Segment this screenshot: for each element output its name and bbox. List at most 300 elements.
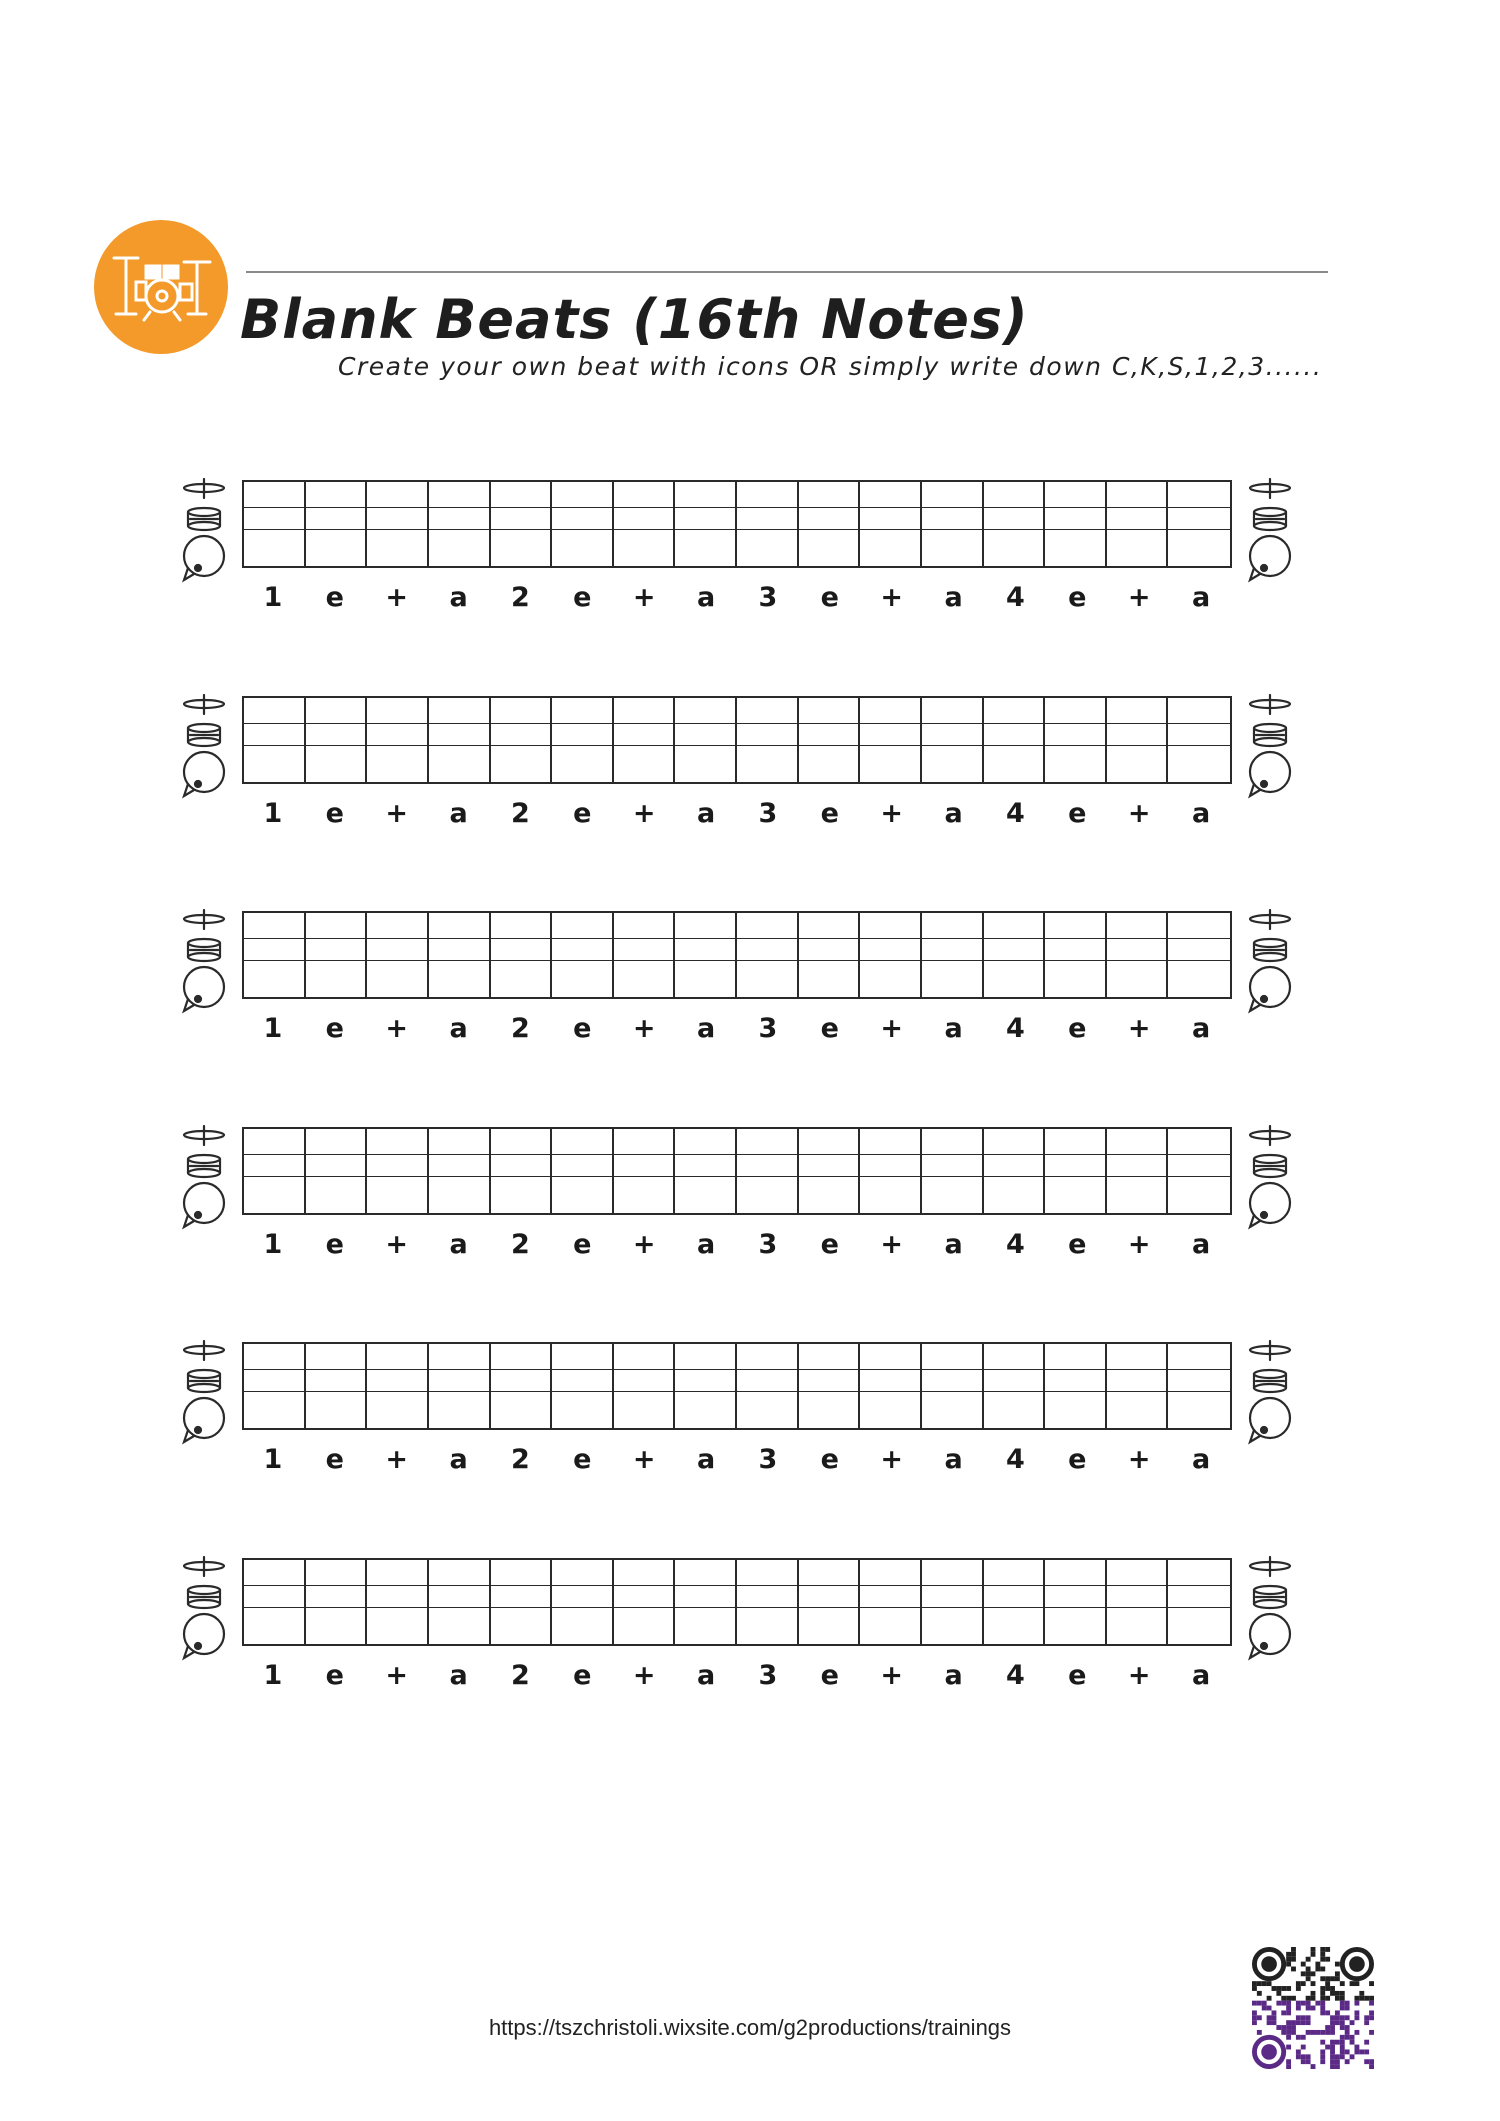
grid-cell[interactable]: [799, 530, 861, 566]
grid-cell[interactable]: [367, 508, 429, 530]
grid-cell[interactable]: [860, 698, 922, 724]
grid-cell[interactable]: [491, 1344, 553, 1370]
grid-cell[interactable]: [1168, 698, 1230, 724]
grid-cell[interactable]: [1107, 1177, 1169, 1213]
grid-cell[interactable]: [675, 508, 737, 530]
grid-cell[interactable]: [860, 1344, 922, 1370]
grid-cell[interactable]: [306, 1344, 368, 1370]
drum-kit-icon: [94, 220, 228, 354]
grid-cell[interactable]: [860, 530, 922, 566]
grid-cell[interactable]: [675, 1155, 737, 1177]
grid-cell[interactable]: [306, 1177, 368, 1213]
drum-kit-key-right: [1242, 1554, 1300, 1664]
grid-cell[interactable]: [984, 1392, 1046, 1428]
grid-cell[interactable]: [675, 913, 737, 939]
grid-cell[interactable]: [984, 1344, 1046, 1370]
grid-cell[interactable]: [552, 698, 614, 724]
grid-cell[interactable]: [675, 939, 737, 961]
grid-cell[interactable]: [306, 1129, 368, 1155]
grid-cell[interactable]: [860, 1129, 922, 1155]
count-label: e: [1068, 582, 1087, 613]
count-label: 4: [1006, 582, 1025, 613]
grid-cell[interactable]: [1045, 1344, 1107, 1370]
grid-cell[interactable]: [367, 746, 429, 782]
grid-cell[interactable]: [737, 961, 799, 997]
grid-cell[interactable]: [1045, 746, 1107, 782]
grid-cell[interactable]: [799, 939, 861, 961]
grid-cell[interactable]: [860, 482, 922, 508]
grid-cell[interactable]: [675, 1177, 737, 1213]
grid-cell[interactable]: [1168, 1608, 1230, 1644]
grid-cell[interactable]: [429, 508, 491, 530]
grid-cell[interactable]: [1168, 913, 1230, 939]
grid-cell[interactable]: [922, 1586, 984, 1608]
grid-cell[interactable]: [244, 530, 306, 566]
grid-cell[interactable]: [491, 746, 553, 782]
grid-cell[interactable]: [614, 1560, 676, 1586]
grid-cell[interactable]: [614, 1177, 676, 1213]
grid-cell[interactable]: [675, 1560, 737, 1586]
grid-cell[interactable]: [244, 1370, 306, 1392]
grid-cell[interactable]: [860, 1177, 922, 1213]
grid-cell[interactable]: [1107, 1560, 1169, 1586]
grid-cell[interactable]: [552, 961, 614, 997]
grid-cell[interactable]: [922, 508, 984, 530]
grid-cell[interactable]: [860, 746, 922, 782]
grid-cell[interactable]: [984, 530, 1046, 566]
grid-cell[interactable]: [367, 1586, 429, 1608]
grid-cell[interactable]: [367, 724, 429, 746]
grid-cell[interactable]: [429, 1129, 491, 1155]
grid-cell[interactable]: [1107, 724, 1169, 746]
grid-cell[interactable]: [1045, 1129, 1107, 1155]
grid-cell[interactable]: [984, 508, 1046, 530]
grid-cell[interactable]: [244, 508, 306, 530]
grid-cell[interactable]: [1168, 508, 1230, 530]
grid-cell[interactable]: [552, 1392, 614, 1428]
grid-cell[interactable]: [552, 1344, 614, 1370]
grid-cell[interactable]: [1168, 1392, 1230, 1428]
grid-cell[interactable]: [614, 530, 676, 566]
grid-cell[interactable]: [922, 1344, 984, 1370]
grid-cell[interactable]: [491, 1129, 553, 1155]
grid-cell[interactable]: [429, 1586, 491, 1608]
grid-cell[interactable]: [799, 1177, 861, 1213]
grid-cell[interactable]: [1045, 530, 1107, 566]
grid-cell[interactable]: [491, 939, 553, 961]
grid-cell[interactable]: [1168, 1560, 1230, 1586]
grid-cell[interactable]: [922, 1560, 984, 1586]
grid-cell[interactable]: [799, 1155, 861, 1177]
grid-cell[interactable]: [799, 1560, 861, 1586]
grid-cell[interactable]: [306, 939, 368, 961]
grid-cell[interactable]: [799, 961, 861, 997]
grid-cell[interactable]: [614, 1608, 676, 1644]
grid-cell[interactable]: [984, 1608, 1046, 1644]
grid-cell[interactable]: [1045, 508, 1107, 530]
grid-cell[interactable]: [1168, 1155, 1230, 1177]
grid-cell[interactable]: [860, 939, 922, 961]
count-label: e: [820, 798, 839, 829]
grid-cell[interactable]: [984, 1560, 1046, 1586]
grid-cell[interactable]: [429, 939, 491, 961]
grid-cell[interactable]: [984, 1586, 1046, 1608]
grid-cell[interactable]: [614, 482, 676, 508]
grid-cell[interactable]: [675, 724, 737, 746]
grid-cell[interactable]: [984, 939, 1046, 961]
grid-cell[interactable]: [1168, 530, 1230, 566]
grid-cell[interactable]: [737, 1608, 799, 1644]
grid-cell[interactable]: [737, 1392, 799, 1428]
grid-cell[interactable]: [922, 1608, 984, 1644]
grid-cell[interactable]: [1168, 746, 1230, 782]
grid-cell[interactable]: [429, 1177, 491, 1213]
grid-cell[interactable]: [737, 1129, 799, 1155]
grid-cell[interactable]: [922, 746, 984, 782]
grid-cell[interactable]: [429, 698, 491, 724]
grid-cell[interactable]: [614, 1370, 676, 1392]
grid-cell[interactable]: [429, 1155, 491, 1177]
grid-cell[interactable]: [306, 1608, 368, 1644]
grid-cell[interactable]: [737, 1177, 799, 1213]
grid-cell[interactable]: [860, 1155, 922, 1177]
grid-cell[interactable]: [614, 1155, 676, 1177]
grid-cell[interactable]: [737, 724, 799, 746]
grid-cell[interactable]: [614, 508, 676, 530]
grid-cell[interactable]: [860, 1586, 922, 1608]
grid-cell[interactable]: [1045, 1155, 1107, 1177]
grid-cell[interactable]: [675, 746, 737, 782]
grid-cell[interactable]: [429, 913, 491, 939]
grid-cell[interactable]: [614, 724, 676, 746]
grid-cell[interactable]: [552, 1155, 614, 1177]
grid-cell[interactable]: [860, 913, 922, 939]
grid-cell[interactable]: [922, 1177, 984, 1213]
grid-cell[interactable]: [244, 1155, 306, 1177]
grid-cell[interactable]: [367, 1177, 429, 1213]
grid-cell[interactable]: [614, 1129, 676, 1155]
grid-cell[interactable]: [1107, 961, 1169, 997]
grid-cell[interactable]: [614, 961, 676, 997]
grid-cell[interactable]: [675, 1370, 737, 1392]
grid-cell[interactable]: [922, 530, 984, 566]
grid-cell[interactable]: [675, 1392, 737, 1428]
grid-cell[interactable]: [614, 746, 676, 782]
grid-cell[interactable]: [1045, 939, 1107, 961]
grid-cell[interactable]: [737, 746, 799, 782]
grid-cell[interactable]: [1107, 508, 1169, 530]
grid-cell[interactable]: [367, 939, 429, 961]
grid-cell[interactable]: [1045, 1560, 1107, 1586]
grid-cell[interactable]: [367, 1370, 429, 1392]
grid-cell[interactable]: [244, 961, 306, 997]
grid-cell[interactable]: [552, 1129, 614, 1155]
grid-cell[interactable]: [737, 1560, 799, 1586]
grid-cell[interactable]: [491, 961, 553, 997]
grid-cell[interactable]: [1107, 482, 1169, 508]
grid-cell[interactable]: [306, 1392, 368, 1428]
grid-cell[interactable]: [675, 961, 737, 997]
grid-cell[interactable]: [491, 1392, 553, 1428]
grid-cell[interactable]: [799, 1129, 861, 1155]
grid-cell[interactable]: [552, 913, 614, 939]
grid-cell[interactable]: [799, 724, 861, 746]
beat-row: [180, 1338, 1300, 1488]
grid-cell[interactable]: [984, 746, 1046, 782]
grid-cell[interactable]: [244, 482, 306, 508]
grid-cell[interactable]: [367, 1129, 429, 1155]
grid-cell[interactable]: [491, 1155, 553, 1177]
grid-cell[interactable]: [737, 1586, 799, 1608]
grid-cell[interactable]: [799, 913, 861, 939]
grid-cell[interactable]: [675, 1129, 737, 1155]
grid-cell[interactable]: [491, 913, 553, 939]
grid-cell[interactable]: [244, 913, 306, 939]
grid-cell[interactable]: [737, 1155, 799, 1177]
grid-cell[interactable]: [244, 1344, 306, 1370]
grid-cell[interactable]: [1045, 1586, 1107, 1608]
grid-cell[interactable]: [1107, 913, 1169, 939]
grid-cell[interactable]: [860, 508, 922, 530]
grid-cell[interactable]: [1107, 939, 1169, 961]
grid-cell[interactable]: [306, 724, 368, 746]
grid-cell[interactable]: [491, 1370, 553, 1392]
grid-cell[interactable]: [1168, 724, 1230, 746]
grid-cell[interactable]: [1107, 530, 1169, 566]
grid-cell[interactable]: [675, 698, 737, 724]
grid-cell[interactable]: [367, 1392, 429, 1428]
grid-cell[interactable]: [922, 482, 984, 508]
grid-cell[interactable]: [367, 1344, 429, 1370]
grid-cell[interactable]: [244, 698, 306, 724]
grid-cell[interactable]: [244, 1392, 306, 1428]
grid-cell[interactable]: [1045, 724, 1107, 746]
grid-cell[interactable]: [614, 1392, 676, 1428]
grid-cell[interactable]: [306, 913, 368, 939]
grid-cell[interactable]: [244, 1129, 306, 1155]
grid-cell[interactable]: [737, 482, 799, 508]
grid-cell[interactable]: [491, 1586, 553, 1608]
grid-cell[interactable]: [984, 913, 1046, 939]
grid-cell[interactable]: [1107, 746, 1169, 782]
grid-cell[interactable]: [306, 1560, 368, 1586]
grid-cell[interactable]: [1107, 1392, 1169, 1428]
grid-cell[interactable]: [429, 746, 491, 782]
grid-cell[interactable]: [552, 530, 614, 566]
grid-cell[interactable]: [552, 1586, 614, 1608]
count-labels: [242, 797, 1232, 831]
grid-cell[interactable]: [922, 1392, 984, 1428]
grid-cell[interactable]: [552, 724, 614, 746]
grid-cell[interactable]: [737, 913, 799, 939]
grid-cell[interactable]: [1045, 1608, 1107, 1644]
grid-cell[interactable]: [675, 482, 737, 508]
grid-cell[interactable]: [429, 1370, 491, 1392]
grid-cell[interactable]: [922, 961, 984, 997]
grid-cell[interactable]: [614, 913, 676, 939]
grid-cell[interactable]: [367, 961, 429, 997]
grid-cell[interactable]: [860, 961, 922, 997]
grid-cell[interactable]: [1168, 482, 1230, 508]
grid-cell[interactable]: [922, 913, 984, 939]
grid-cell[interactable]: [737, 939, 799, 961]
grid-cell[interactable]: [367, 482, 429, 508]
grid-cell[interactable]: [306, 1155, 368, 1177]
grid-cell[interactable]: [1168, 1344, 1230, 1370]
grid-cell[interactable]: [799, 508, 861, 530]
grid-cell[interactable]: [306, 698, 368, 724]
grid-cell[interactable]: [984, 724, 1046, 746]
grid-cell[interactable]: [922, 724, 984, 746]
grid-cell[interactable]: [552, 746, 614, 782]
grid-cell[interactable]: [1168, 1129, 1230, 1155]
grid-cell[interactable]: [1168, 939, 1230, 961]
grid-cell[interactable]: [799, 1608, 861, 1644]
grid-cell[interactable]: [675, 530, 737, 566]
grid-cell[interactable]: [306, 482, 368, 508]
grid-cell[interactable]: [799, 482, 861, 508]
grid-cell[interactable]: [614, 1586, 676, 1608]
grid-cell[interactable]: [552, 482, 614, 508]
snare-drum-icon: [188, 508, 220, 530]
grid-cell[interactable]: [1168, 1177, 1230, 1213]
grid-cell[interactable]: [367, 913, 429, 939]
grid-cell[interactable]: [1107, 1608, 1169, 1644]
grid-cell[interactable]: [552, 1370, 614, 1392]
grid-cell[interactable]: [922, 698, 984, 724]
grid-cell[interactable]: [922, 1155, 984, 1177]
grid-cell[interactable]: [799, 1392, 861, 1428]
grid-cell[interactable]: [1168, 961, 1230, 997]
grid-cell[interactable]: [614, 698, 676, 724]
grid-cell[interactable]: [552, 1560, 614, 1586]
grid-cell[interactable]: [367, 1560, 429, 1586]
grid-cell[interactable]: [1045, 698, 1107, 724]
grid-cell[interactable]: [984, 1370, 1046, 1392]
grid-cell[interactable]: [799, 698, 861, 724]
grid-cell[interactable]: [1107, 698, 1169, 724]
grid-cell[interactable]: [737, 1344, 799, 1370]
grid-cell[interactable]: [367, 1608, 429, 1644]
grid-cell[interactable]: [429, 1344, 491, 1370]
grid-cell[interactable]: [306, 746, 368, 782]
grid-cell[interactable]: [1107, 1370, 1169, 1392]
grid-cell[interactable]: [552, 508, 614, 530]
grid-cell[interactable]: [799, 1370, 861, 1392]
grid-cell[interactable]: [737, 1370, 799, 1392]
grid-cell[interactable]: [984, 482, 1046, 508]
grid-cell[interactable]: [737, 508, 799, 530]
grid-cell[interactable]: [306, 1370, 368, 1392]
count-label: a: [449, 582, 468, 613]
grid-cell[interactable]: [922, 1370, 984, 1392]
grid-cell[interactable]: [737, 698, 799, 724]
grid-cell[interactable]: [429, 961, 491, 997]
grid-cell[interactable]: [429, 1608, 491, 1644]
grid-cell[interactable]: [491, 1177, 553, 1213]
grid-cell[interactable]: [860, 1608, 922, 1644]
grid-cell[interactable]: [491, 530, 553, 566]
grid-cell[interactable]: [799, 746, 861, 782]
grid-cell[interactable]: [1107, 1155, 1169, 1177]
grid-cell[interactable]: [491, 1608, 553, 1644]
grid-cell[interactable]: [1168, 1370, 1230, 1392]
grid-cell[interactable]: [367, 1155, 429, 1177]
grid-cell[interactable]: [860, 1560, 922, 1586]
grid-cell[interactable]: [491, 698, 553, 724]
grid-cell[interactable]: [1107, 1344, 1169, 1370]
grid-cell[interactable]: [491, 1560, 553, 1586]
grid-cell[interactable]: [922, 939, 984, 961]
grid-cell[interactable]: [429, 724, 491, 746]
grid-cell[interactable]: [1045, 1370, 1107, 1392]
grid-cell[interactable]: [244, 746, 306, 782]
footer-url[interactable]: https://tszchristoli.wixsite.com/g2productions/trainings: [488, 2015, 1012, 2040]
count-label: +: [1127, 1229, 1151, 1260]
grid-cell[interactable]: [367, 530, 429, 566]
grid-cell[interactable]: [984, 698, 1046, 724]
grid-cell[interactable]: [1045, 1177, 1107, 1213]
grid-cell[interactable]: [429, 482, 491, 508]
grid-cell[interactable]: [1107, 1586, 1169, 1608]
grid-cell[interactable]: [860, 1370, 922, 1392]
grid-cell[interactable]: [244, 1177, 306, 1213]
grid-cell[interactable]: [429, 1392, 491, 1428]
grid-cell[interactable]: [1045, 961, 1107, 997]
grid-cell[interactable]: [552, 939, 614, 961]
grid-cell[interactable]: [984, 961, 1046, 997]
grid-cell[interactable]: [675, 1586, 737, 1608]
grid-cell[interactable]: [244, 1608, 306, 1644]
grid-cell[interactable]: [922, 1129, 984, 1155]
grid-cell[interactable]: [244, 1586, 306, 1608]
grid-cell[interactable]: [1168, 1586, 1230, 1608]
grid-cell[interactable]: [306, 961, 368, 997]
grid-cell[interactable]: [491, 508, 553, 530]
grid-cell[interactable]: [799, 1344, 861, 1370]
grid-cell[interactable]: [552, 1177, 614, 1213]
grid-cell[interactable]: [614, 1344, 676, 1370]
grid-cell[interactable]: [1045, 913, 1107, 939]
grid-cell[interactable]: [737, 530, 799, 566]
grid-cell[interactable]: [984, 1129, 1046, 1155]
grid-cell[interactable]: [1045, 1392, 1107, 1428]
grid-cell[interactable]: [306, 530, 368, 566]
grid-cell[interactable]: [367, 698, 429, 724]
grid-cell[interactable]: [675, 1344, 737, 1370]
grid-cell[interactable]: [1107, 1129, 1169, 1155]
grid-cell[interactable]: [614, 939, 676, 961]
grid-cell[interactable]: [860, 724, 922, 746]
grid-cell[interactable]: [984, 1155, 1046, 1177]
grid-cell[interactable]: [306, 1586, 368, 1608]
grid-cell[interactable]: [491, 724, 553, 746]
bass-drum-icon: [184, 752, 224, 796]
grid-cell[interactable]: [429, 1560, 491, 1586]
grid-cell[interactable]: [244, 724, 306, 746]
grid-cell[interactable]: [799, 1586, 861, 1608]
grid-cell[interactable]: [491, 482, 553, 508]
grid-cell[interactable]: [675, 1608, 737, 1644]
grid-cell[interactable]: [306, 508, 368, 530]
grid-cell[interactable]: [860, 1392, 922, 1428]
grid-cell[interactable]: [244, 1560, 306, 1586]
grid-cell[interactable]: [1045, 482, 1107, 508]
grid-cell[interactable]: [429, 530, 491, 566]
grid-cell[interactable]: [244, 939, 306, 961]
grid-cell[interactable]: [984, 1177, 1046, 1213]
grid-cell[interactable]: [552, 1608, 614, 1644]
